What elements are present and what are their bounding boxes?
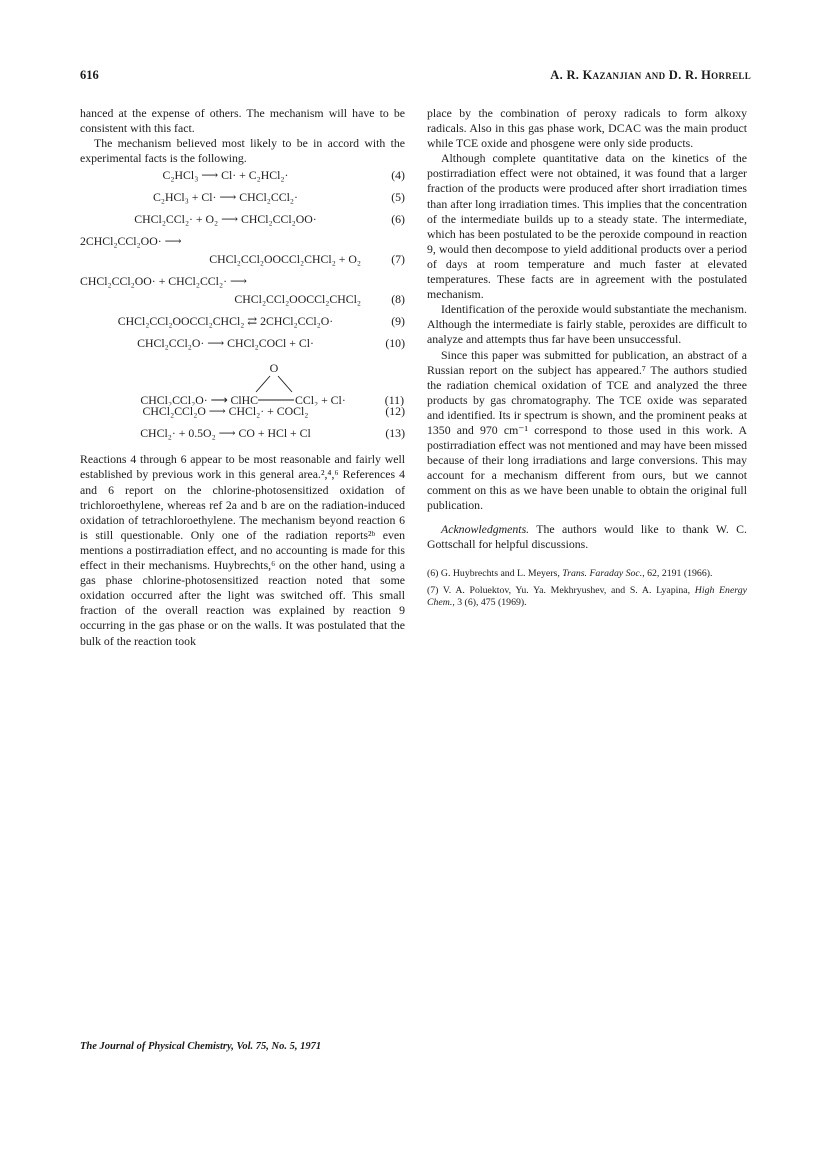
footnote-7: (7) V. A. Poluektov, Yu. Ya. Mekhryushev, and S. A. Lyapina, High Energy Chem., 3 (6), 475 (1969). (427, 584, 747, 609)
left-column (80, 106, 405, 649)
equation-number: (4) (391, 168, 405, 183)
equation-text: 2CHCl₂CCl₂OO· ⟶ (80, 234, 182, 249)
equation-text: CHCl₂· + 0.5O₂ ⟶ CO + HCl + Cl (140, 426, 311, 441)
equation-text: CHCl₂CCl₂OOCCl₂CHCl₂ + O₂ (209, 252, 361, 267)
paragraph: Although complete quantitative data on the kinetics of the postirradiation effect were not obtained, it was found that a larger fraction of the products were produced after short irradiation times than after long irradiation times. This implies that the concentration of the intermediate builds up to a steady state. The intermediate, which has been postulated to be the peroxide compound in reaction 9, would then decompose to yield additional products over a period of days at room temperature and much faster at elevated temperatures. These facts are in agreement with the postulated mechanism. (427, 151, 747, 302)
reaction-mechanism (80, 168, 405, 448)
epoxide-bond-right (278, 376, 292, 392)
equation-7-line-2 (80, 252, 405, 274)
equation-number: (12) (385, 404, 405, 419)
footnote-6: (6) G. Huybrechts and L. Meyers, Trans. Faraday Soc., 62, 2191 (1966). (427, 567, 713, 579)
epoxide-bond-left (256, 376, 270, 392)
equation-number: (10) (385, 336, 405, 351)
epoxide-structure (80, 360, 405, 406)
running-header-authors: A. R. Kazanjian and D. R. Horrell (550, 68, 751, 82)
acknowledgments-text: The authors would like to thank W. C. Gottschall for helpful discussions. (427, 521, 747, 551)
equation-number: (13) (385, 426, 405, 441)
journal-footer: The Journal of Physical Chemistry, Vol. 75, No. 5, 1971 (80, 1041, 322, 1052)
epoxide-oxygen-label: O (269, 361, 279, 376)
paragraph: The mechanism believed most likely to be in accord with the experimental facts is the following. (80, 136, 405, 166)
equation-text: CHCl₂CCl₂OOCCl₂CHCl₂ ⇄ 2CHCl₂CCl₂O· (117, 314, 334, 329)
paragraph: Since this paper was submitted for publication, an abstract of a Russian report on the subject has appeared.⁷ The authors studied the radiation chemical oxidation of TCE and analyzed the three products by gas chromatography. The TCE oxide was separated and identified. Its ir spectrum is shown, and the prominent peaks at 1350 and 970 cm⁻¹ correspond to those used in this work. A postirradiation effect was not mentioned and may have been missed because of their long irradiations and large conversions. This may account for a mechanism different from ours, but we cannot comment on this as we have been unable to obtain the original full publication. (427, 347, 747, 513)
equation-number: (7) (391, 252, 405, 267)
footnotes (427, 568, 747, 610)
equation-text: C₂HCl₃ ⟶ Cl· + C₂HCl₂· (162, 168, 289, 183)
equation-text: CHCl₂CCl₂OOCCl₂CHCl₂ (234, 292, 361, 307)
equation-text: C₂HCl₃ + Cl· ⟶ CHCl₂CCl₂· (153, 190, 298, 205)
paragraph: hanced at the expense of others. The mechanism will have to be consistent with this fact. (80, 106, 405, 136)
equation-rhs: CCl₂ + Cl· (295, 393, 346, 407)
equation-11 (80, 358, 405, 407)
equation-10 (80, 336, 405, 358)
equation-number: (5) (391, 190, 405, 205)
paragraph: place by the combination of peroxy radicals to form alkoxy radicals. Also in this gas phase work, DCAC was the main product while TCE oxide and phosgene were only side products. (427, 106, 747, 151)
paragraph: Reactions 4 through 6 appear to be most reasonable and fairly well established by previous work in this general area.²,⁴,⁶ References 4 and 6 report on the chlorine-photosensitized oxidation of trichloroethylene, whereas ref 2a and b are on the radiation-induced oxidation of tetrachloroethylene. The mechanism beyond reaction 6 is still questionable. Only one of the radiation reports²ᵇ even mentions a postirradiation effect, and no accounting is made for this effect in their mechanisms. Huybrechts,⁶ on the other hand, using a gas phase chlorine-photosensitized reaction noted that some oxidation occurred after the light was switched off. This small fraction of the overall reaction was explained by reaction 9 occurring in the gas phase or on the walls. It was postulated that the bulk of the reaction took (80, 452, 405, 648)
equation-8-line-1 (80, 274, 405, 292)
equation-12 (80, 404, 405, 426)
equation-number: (8) (391, 292, 405, 307)
right-column (427, 106, 747, 614)
equation-text: CHCl₂CCl₂· + O₂ ⟶ CHCl₂CCl₂OO· (134, 212, 317, 227)
acknowledgments (427, 522, 747, 552)
equation-9 (80, 314, 405, 336)
equation-number: (6) (391, 212, 405, 227)
equation-5 (80, 190, 405, 212)
equation-8-line-2 (80, 292, 405, 314)
page-number: 616 (80, 68, 99, 82)
equation-text: CHCl₂CCl₂O· ⟶ CHCl₂COCl + Cl· (137, 336, 314, 351)
equation-text: CHCl₂CCl₂O ⟶ CHCl₂· + COCl₂ (142, 404, 309, 419)
equation-number: (11) (384, 393, 404, 407)
equation-13 (80, 426, 405, 448)
equation-number: (9) (391, 314, 405, 329)
equation-6 (80, 212, 405, 234)
equation-lhs: CHCl₂CCl₂O· ⟶ ClHC (140, 393, 258, 407)
equation-text: CHCl₂CCl₂OO· + CHCl₂CCl₂· ⟶ (80, 274, 247, 289)
paragraph: Identification of the peroxide would substantiate the mechanism. Although the intermediate is fairly stable, peroxides are difficult to analyze and attempts thus far have been unsuccessful. (427, 302, 747, 347)
acknowledgments-heading: Acknowledgments. (441, 521, 530, 536)
equation-4 (80, 168, 405, 190)
equation-7-line-1 (80, 234, 405, 252)
